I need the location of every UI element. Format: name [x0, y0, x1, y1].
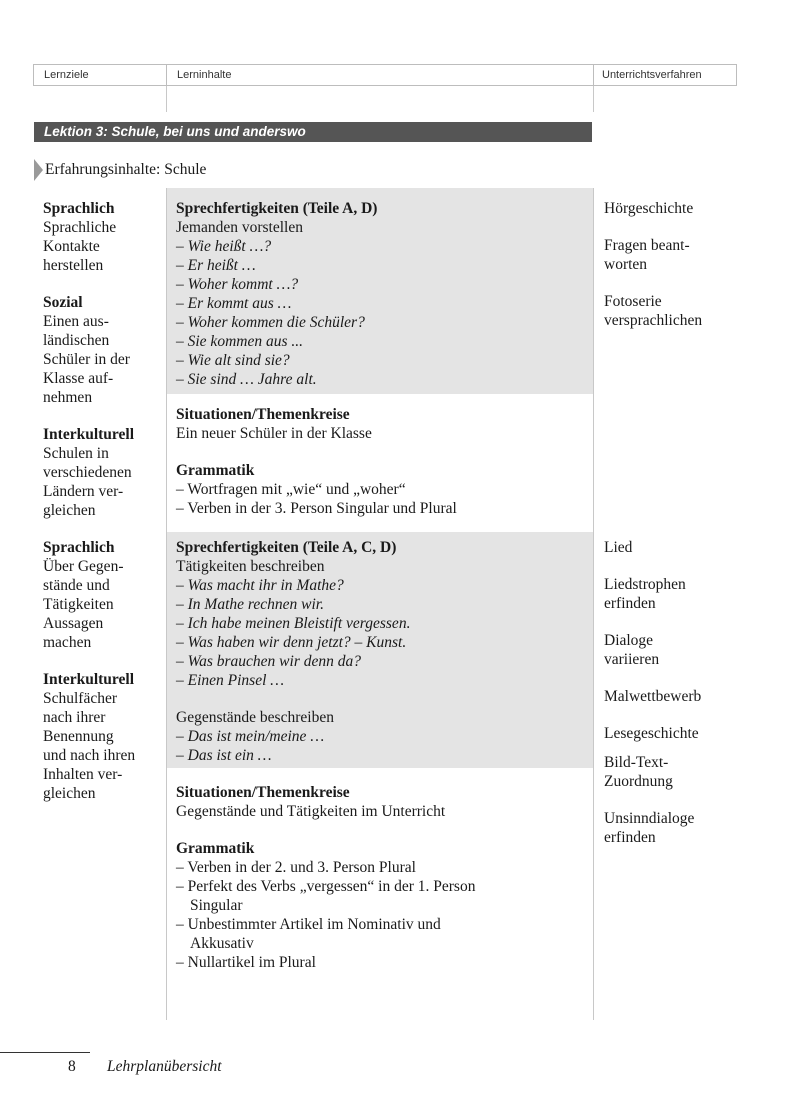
- text-line: Gegenstände beschreiben: [176, 709, 334, 726]
- text-line: Kontakte: [43, 238, 100, 255]
- text-line: gleichen: [43, 502, 96, 519]
- erfahrungsinhalte: [34, 159, 206, 181]
- spacer: [604, 613, 701, 631]
- text-line: Einen aus-: [43, 313, 109, 330]
- footer-title: Lehrplanübersicht: [107, 1058, 222, 1075]
- text-line: – Was haben wir denn jetzt? – Kunst.: [176, 634, 407, 651]
- text-line: Singular: [190, 897, 243, 914]
- text-line: nehmen: [43, 389, 93, 406]
- footer-rule: [0, 1052, 90, 1053]
- spacer: [43, 652, 135, 670]
- erfahrungsinhalte-text: Erfahrungsinhalte: Schule: [45, 161, 207, 178]
- page-number: 8: [68, 1058, 76, 1075]
- text-line: Lesegeschichte: [604, 725, 699, 742]
- text-line: – Das ist ein …: [176, 747, 272, 764]
- text-line: Unsinndialoge: [604, 810, 695, 827]
- block1-inhalte-shaded: [176, 199, 377, 389]
- text-line: herstellen: [43, 257, 104, 274]
- block2-lernziele: [43, 538, 135, 803]
- text-line: Zuordnung: [604, 773, 673, 790]
- text-line: Über Gegen-: [43, 558, 124, 575]
- text-line: Lied: [604, 539, 633, 556]
- text-line: – Was macht ihr in Mathe?: [176, 577, 344, 594]
- text-line: Akkusativ: [190, 935, 254, 952]
- spacer: [604, 274, 702, 292]
- text-line: – Woher kommen die Schüler?: [176, 314, 365, 331]
- text-line: Inhalten ver-: [43, 766, 123, 783]
- text-line: und nach ihren: [43, 747, 136, 764]
- section-heading: Sozial: [43, 294, 83, 311]
- text-line: Ein neuer Schüler in der Klasse: [176, 425, 372, 442]
- text-line: Hörgeschichte: [604, 200, 694, 217]
- lektion-title: Lektion 3: Schule, bei uns und anderswo: [44, 124, 306, 139]
- text-line: – Wie heißt …?: [176, 238, 272, 255]
- block1-inhalte-plain: [176, 405, 457, 518]
- spacer: [43, 275, 134, 293]
- text-line: nach ihrer: [43, 709, 106, 726]
- header-lerninhalte-label: Lerninhalte: [177, 69, 232, 81]
- text-line: – Was brauchen wir denn da?: [176, 653, 361, 670]
- spacer: [43, 407, 134, 425]
- spacer: [604, 218, 702, 236]
- text-line: Benennung: [43, 728, 114, 745]
- lektion-title-bar: [34, 122, 592, 142]
- text-line: – Verben in der 3. Person Singular und Plural: [176, 500, 457, 517]
- text-line: Sprachliche: [43, 219, 117, 236]
- text-line: – Er heißt …: [176, 257, 256, 274]
- spacer: [604, 706, 701, 724]
- header-unterrichtsverfahren: [593, 64, 737, 86]
- text-line: ländischen: [43, 332, 110, 349]
- text-line: – Wie alt sind sie?: [176, 352, 290, 369]
- text-line: Aussagen: [43, 615, 104, 632]
- block2-inhalte-shaded: [176, 538, 410, 765]
- text-line: – Verben in der 2. und 3. Person Plural: [176, 859, 416, 876]
- section-heading: Situationen/Themenkreise: [176, 784, 350, 801]
- text-line: Klasse auf-: [43, 370, 114, 387]
- text-line: versprachlichen: [604, 312, 703, 329]
- section-heading: Sprechfertigkeiten (Teile A, C, D): [176, 539, 397, 556]
- text-line: – Unbestimmter Artikel im Nominativ und: [176, 916, 441, 933]
- section-heading: Interkulturell: [43, 671, 134, 688]
- text-line: – Sie sind … Jahre alt.: [176, 371, 317, 388]
- text-line: Tätigkeiten beschreiben: [176, 558, 325, 575]
- spacer: [604, 669, 701, 687]
- column-divider-right: [593, 188, 594, 1020]
- text-line: Gegenstände und Tätigkeiten im Unterricht: [176, 803, 446, 820]
- spacer: [176, 690, 410, 708]
- text-line: Ländern ver-: [43, 483, 124, 500]
- text-line: – Wortfragen mit „wie“ und „woher“: [176, 481, 406, 498]
- column-divider-left: [166, 188, 167, 1020]
- header-lernziele: [33, 64, 167, 86]
- block2-verfahren: [604, 538, 701, 847]
- triangle-marker-icon: [34, 159, 43, 181]
- section-heading: Situationen/Themenkreise: [176, 406, 350, 423]
- spacer: [604, 743, 701, 753]
- header-unterrichtsverfahren-label: Unterrichtsverfahren: [602, 69, 702, 81]
- text-line: – Nullartikel im Plural: [176, 954, 316, 971]
- text-line: Malwettbewerb: [604, 688, 702, 705]
- text-line: – Einen Pinsel …: [176, 672, 285, 689]
- block1-verfahren: [604, 199, 702, 330]
- text-line: erfinden: [604, 829, 656, 846]
- spacer: [604, 791, 701, 809]
- header-divider-1: [166, 86, 167, 112]
- header-divider-2: [593, 86, 594, 112]
- section-heading: Grammatik: [176, 840, 255, 857]
- text-line: worten: [604, 256, 648, 273]
- section-heading: Sprachlich: [43, 539, 115, 556]
- text-line: – Er kommt aus …: [176, 295, 292, 312]
- section-heading: Sprachlich: [43, 200, 115, 217]
- text-line: Schulen in: [43, 445, 109, 462]
- section-heading: Interkulturell: [43, 426, 134, 443]
- spacer: [176, 443, 457, 461]
- text-line: Fragen beant-: [604, 237, 690, 254]
- text-line: Dialoge: [604, 632, 654, 649]
- text-line: Tätigkeiten: [43, 596, 114, 613]
- text-line: – Das ist mein/meine …: [176, 728, 325, 745]
- header-lernziele-label: Lernziele: [44, 69, 89, 81]
- header-lerninhalte: [166, 64, 594, 86]
- section-heading: Sprechfertigkeiten (Teile A, D): [176, 200, 378, 217]
- text-line: machen: [43, 634, 92, 651]
- text-line: Schulfächer: [43, 690, 118, 707]
- text-line: gleichen: [43, 785, 96, 802]
- spacer: [604, 557, 701, 575]
- text-line: Bild-Text-: [604, 754, 669, 771]
- block1-lernziele: [43, 199, 134, 520]
- text-line: Schüler in der: [43, 351, 130, 368]
- text-line: Jemanden vorstellen: [176, 219, 303, 236]
- text-line: – Sie kommen aus ...: [176, 333, 303, 350]
- spacer: [176, 821, 475, 839]
- text-line: Fotoserie: [604, 293, 662, 310]
- text-line: – Ich habe meinen Bleistift vergessen.: [176, 615, 411, 632]
- text-line: – Woher kommt …?: [176, 276, 299, 293]
- text-line: variieren: [604, 651, 660, 668]
- text-line: stände und: [43, 577, 110, 594]
- text-line: – In Mathe rechnen wir.: [176, 596, 324, 613]
- block2-inhalte-plain: [176, 783, 475, 972]
- text-line: verschiedenen: [43, 464, 132, 481]
- section-heading: Grammatik: [176, 462, 255, 479]
- text-line: erfinden: [604, 595, 656, 612]
- text-line: – Perfekt des Verbs „vergessen“ in der 1. Person: [176, 878, 476, 895]
- text-line: Liedstrophen: [604, 576, 686, 593]
